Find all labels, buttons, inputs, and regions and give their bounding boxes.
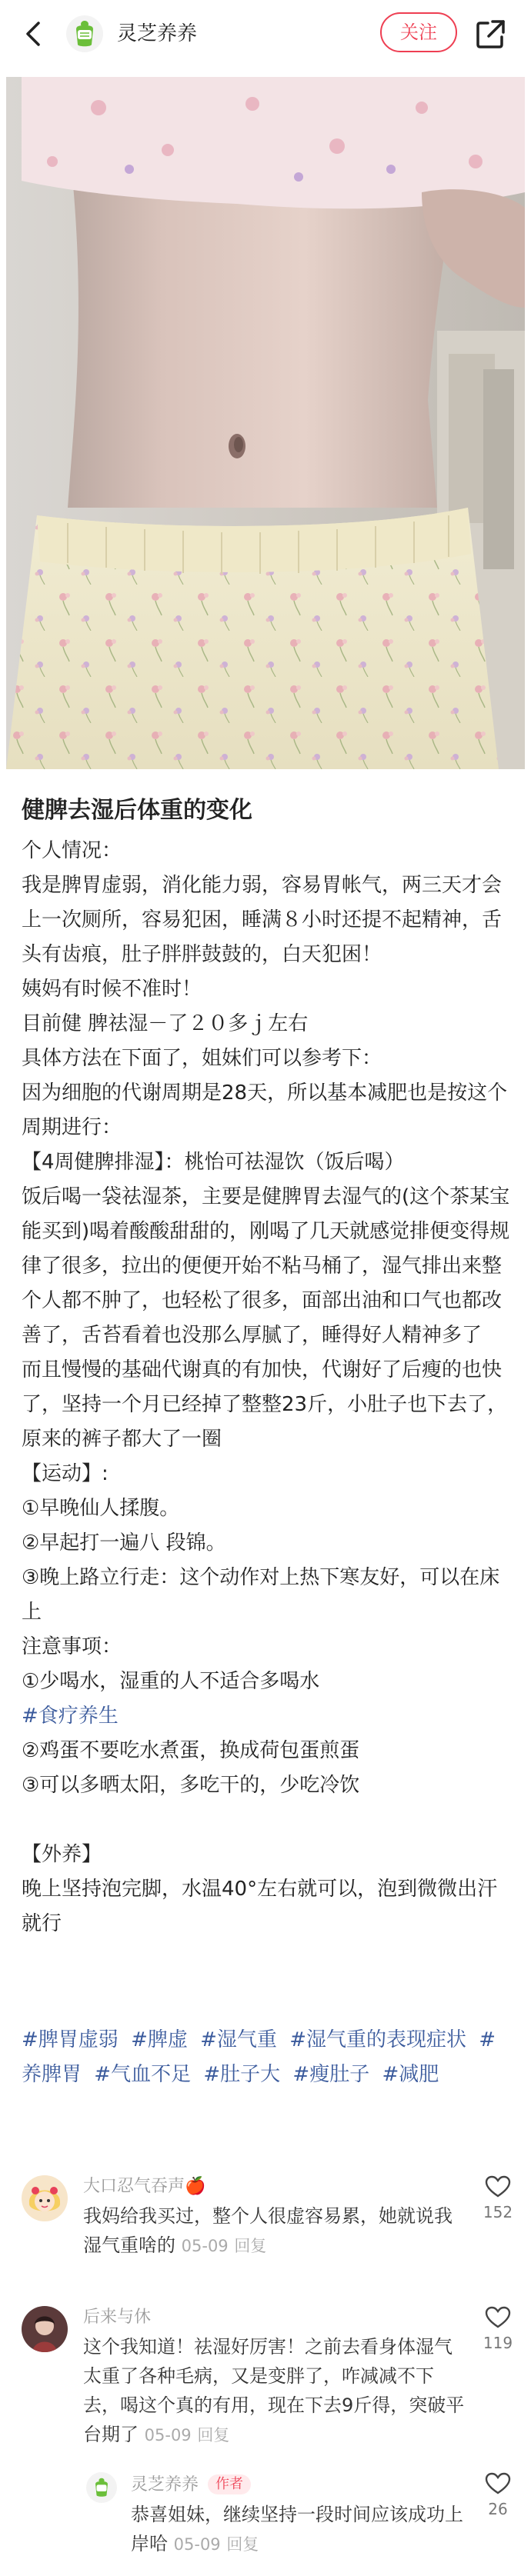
back-arrow-icon[interactable] [18, 17, 49, 51]
hashtag[interactable]: #瘦肚子 [292, 2063, 370, 2086]
lingzhi-avatar-icon [92, 2476, 112, 2499]
top-bar [0, 0, 531, 68]
like-heart-icon[interactable] [485, 2175, 511, 2198]
hashtag[interactable]: #肚子大 [203, 2063, 281, 2086]
comment-text [83, 2201, 468, 2261]
hashtag[interactable]: #脾胃虚弱 [22, 2028, 119, 2051]
follow-button[interactable]: 关注 [380, 12, 457, 52]
comment-body: 我妈给我买过，整个人很虚容易累，她就说我湿气重啥的 [83, 2205, 453, 2256]
author-name[interactable]: 灵芝养养 [117, 22, 198, 45]
hashtag[interactable]: #脾虚 [131, 2028, 188, 2051]
body-line: 因为细胞的代谢周期是28天，所以基本减肥也是按这个周期进行： [22, 1081, 508, 1139]
post-body [22, 834, 514, 1941]
commenter-avatar[interactable] [22, 2175, 68, 2221]
author-avatar[interactable] [66, 15, 103, 52]
body-line: 注意事项： [22, 1635, 122, 1658]
comment-item [0, 2300, 531, 2454]
comment-date: 05-09 [181, 2237, 229, 2255]
like-heart-icon[interactable] [485, 2472, 511, 2495]
commenter-name[interactable]: 灵芝养养 [131, 2475, 199, 2494]
hashtag[interactable]: #气血不足 [94, 2063, 192, 2086]
comment-body: 恭喜姐妹，继续坚持一段时间应该成功上岸哈 [131, 2504, 463, 2554]
reply-author-name [131, 2474, 251, 2497]
like-heart-icon[interactable] [485, 2306, 511, 2329]
comment-item [0, 2169, 531, 2261]
body-line: 目前健 脾祛湿－了２０多ｊ左右 [22, 1012, 309, 1035]
author-reply-avatar[interactable] [86, 2472, 117, 2503]
comment-date: 05-09 [144, 2426, 192, 2444]
reply-button[interactable]: 回复 [234, 2237, 267, 2255]
lingzhi-avatar-icon [71, 18, 99, 49]
comment-text [131, 2500, 469, 2559]
hashtag[interactable]: #湿气重 [200, 2028, 277, 2051]
hashtag[interactable]: #减肥 [382, 2063, 439, 2086]
commenter-name[interactable]: 后来与休 [83, 2308, 152, 2327]
body-line: 【4周健脾排湿】：桃怡可祛湿饮（饭后喝） [22, 1151, 405, 1174]
commenter-avatar[interactable] [22, 2306, 68, 2352]
like-count: 152 [483, 2203, 513, 2221]
body-line: 【外养】 [22, 1843, 102, 1866]
comment-date: 05-09 [173, 2535, 221, 2554]
reply-button[interactable]: 回复 [197, 2426, 230, 2444]
author-badge: 作者 [208, 2474, 251, 2494]
body-line: ②早起打一遍八 段锦。 [22, 1531, 226, 1555]
reply-button[interactable]: 回复 [226, 2535, 259, 2554]
comment-text [83, 2332, 468, 2450]
body-line: ③可以多晒太阳，多吃干的，少吃冷饮 [22, 1774, 360, 1797]
hashtag[interactable]: #湿气重的表现症状 [289, 2028, 466, 2051]
body-line: 具体方法在下面了，姐妹们可以参考下： [22, 1047, 382, 1070]
body-line: ②鸡蛋不要吃水煮蛋，换成荷包蛋煎蛋 [22, 1739, 360, 1762]
inline-hashtag[interactable]: #食疗养生 [22, 1705, 119, 1728]
body-line: 饭后喝一袋祛湿茶，主要是健脾胃去湿气的(这个茶某宝能买到)喝着酸酸甜甜的，刚喝了几天就感觉排便变得规律了很多，拉出的便便开始不粘马桶了，湿气排出来整个人都不肿了，也轻松了很多，面部出油和口气也都改善了，舌苔看着也没那么厚腻了，睡得好人精神多了 [22, 1185, 510, 1347]
body-line: 我是脾胃虚弱，消化能力弱，容易胃帐气，两三天才会上一次厕所，容易犯困，睡满８小时还提不起精神，舌头有齿痕，肚子胖胖鼓鼓的，白天犯困！ [22, 874, 503, 966]
hashtag-list [22, 2023, 514, 2092]
body-line: ①早晚仙人揉腹。 [22, 1497, 180, 1520]
comment-body: 这个我知道！祛湿好厉害！之前去看身体湿气太重了各种毛病，又是变胖了，咋减减不下去，喝这个真的有用，现在下去9斤得，突破平台期了 [83, 2336, 465, 2445]
body-line: 而且慢慢的基础代谢真的有加快，代谢好了后瘦的也快了，坚持一个月已经掉了整整23斤，小肚子也下去了，原来的裤子都大了一圈 [22, 1358, 508, 1451]
body-line: ③晚上路立行走：这个动作对上热下寒友好，可以在床上 [22, 1566, 500, 1624]
like-count: 26 [488, 2500, 508, 2518]
comment-reply [0, 2469, 531, 2569]
post-title: 健脾去湿后体重的变化 [22, 797, 252, 824]
body-line: 晚上坚持泡完脚，水温40°左右就可以，泡到微微出汗就行 [22, 1878, 498, 1935]
body-line: 个人情况： [22, 839, 122, 862]
share-icon[interactable] [473, 15, 509, 52]
body-line: ①少喝水，湿重的人不适合多喝水 [22, 1670, 320, 1693]
hashtag[interactable]: #养脾胃 [22, 2028, 496, 2086]
post-photo[interactable] [6, 77, 525, 769]
like-count: 119 [483, 2334, 513, 2352]
body-line: 【运动】: [22, 1462, 109, 1485]
body-line: 姨妈有时候不准时！ [22, 978, 202, 1001]
commenter-name[interactable]: 大口忍气吞声🍎 [83, 2177, 206, 2196]
